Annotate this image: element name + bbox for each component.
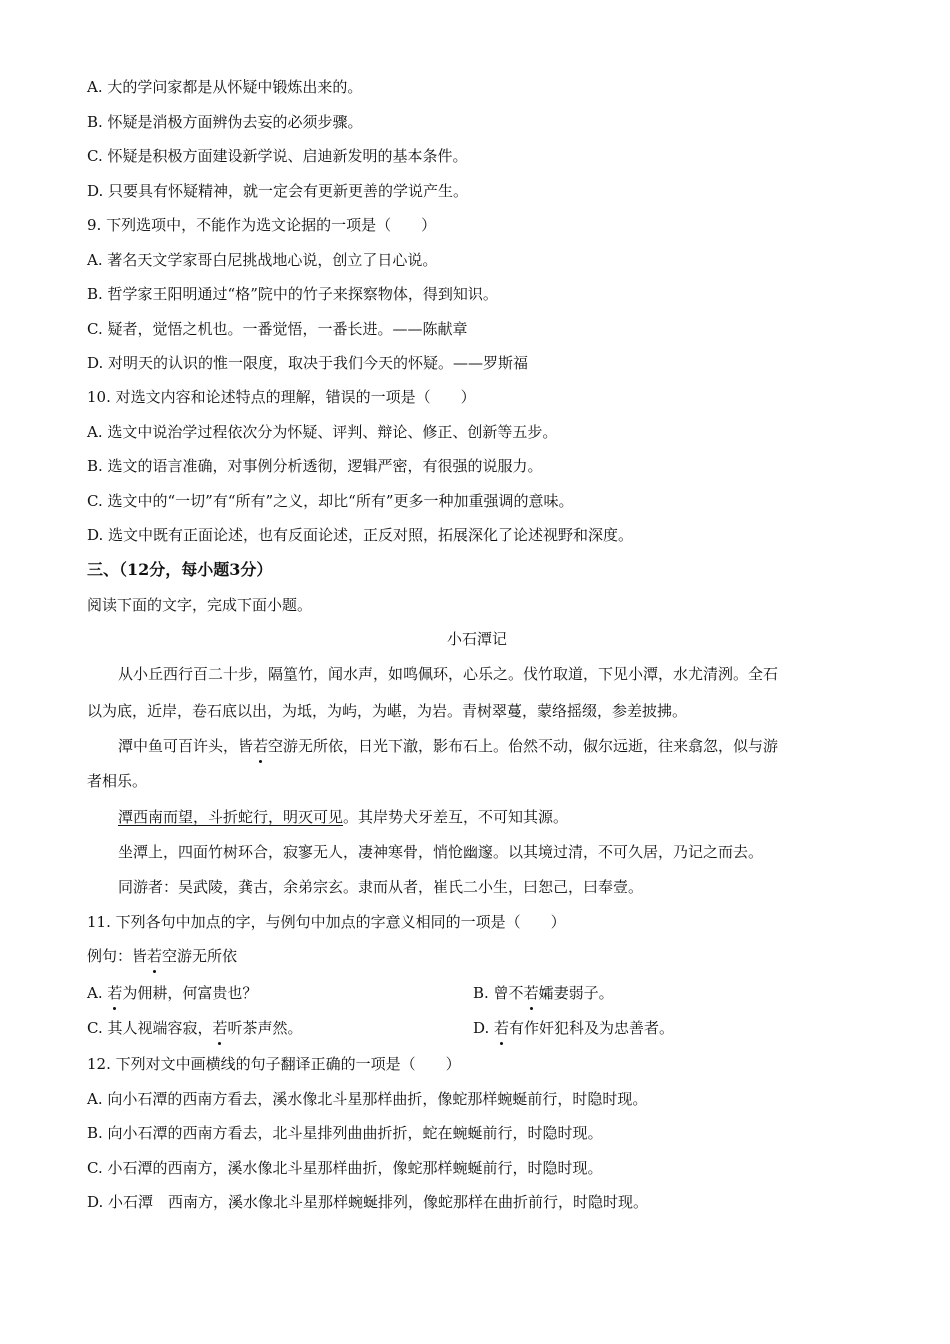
q10-option-d: D. 选文中既有正面论述，也有反面论述，正反对照，拓展深化了论述视野和深度。 [87,526,634,544]
passage-p1-line2: 以为底，近岸，卷石底以出，为坻，为屿，为嵁，为岩。青树翠蔓，蒙络摇缀，参差披拂。 [87,702,688,720]
q9-option-c: C. 疑者，觉悟之机也。一番觉悟，一番长进。——陈献章 [87,320,468,338]
q10-option-c: C. 选文中的“一切”有“所有”之义，却比“所有”更多一种加重强调的意味。 [87,492,574,510]
q11-option-b [473,982,614,1004]
q12-option-a: A. 向小石潭的西南方看去，溪水像北斗星那样曲折，像蛇那样蜿蜒前行，时隐时现。 [87,1090,648,1108]
passage-p2-line1 [118,735,898,757]
q12-stem: 12. 下列对文中画横线的句子翻译正确的一项是（ ） [87,1055,461,1073]
q11-example [87,945,867,967]
b-post: 孀妻弱子。 [538,984,614,1002]
q8-option-b: B. 怀疑是消极方面辨伪去妄的必须步骤。 [87,113,363,131]
q11-options-row2 [87,1017,867,1039]
a-pre: A. [87,984,108,1002]
q12-option-d: D. 小石潭 西南方，溪水像北斗星那样蜿蜒排列，像蛇那样在曲折前行，时隐时现。 [87,1193,649,1211]
b-pre: B. 曾不 [473,984,524,1002]
dotted-char: 若 [523,984,539,1002]
d-post: 有作奸犯科及为忠善者。 [509,1019,675,1037]
q11-option-d [473,1017,674,1039]
q9-option-a: A. 著名天文学家哥白尼挑战地心说，创立了日心说。 [87,251,438,269]
dotted-char: 若 [212,1019,228,1037]
p2-after: 空游无所依，日光下澈，影布石上。佁然不动，俶尔远逝，往来翕忽，似与游 [268,737,779,755]
underlined-sentence: 潭西南而望，斗折蛇行，明灭可见 [118,808,344,826]
c-post: 听茶声然。 [227,1019,303,1037]
passage-p3 [118,806,898,828]
q11-option-c [87,1019,303,1037]
dotted-char: 若 [147,947,163,965]
c-pre: C. 其人视端容寂， [87,1019,213,1037]
q9-option-b: B. 哲学家王阳明通过“格”院中的竹子来探察物体，得到知识。 [87,285,498,303]
q10-option-b: B. 选文的语言准确，对事例分析透彻，逻辑严密，有很强的说服力。 [87,457,543,475]
example-before: 例句：皆 [87,947,148,965]
section-instruction: 阅读下面的文字，完成下面小题。 [87,596,313,614]
dotted-char: 若 [253,737,269,755]
d-pre: D. [473,1019,495,1037]
q11-stem: 11. 下列各句中加点的字，与例句中加点的字意义相同的一项是（ ） [87,913,566,931]
p2-before: 潭中鱼可百许头，皆 [118,737,254,755]
passage-p1-line1: 从小丘西行百二十步，隔篁竹，闻水声，如鸣佩环，心乐之。伐竹取道，下见小潭，水尤清洌。全石 [118,665,779,683]
q11-option-a [87,984,257,1002]
dotted-char: 若 [494,1019,510,1037]
passage-p4: 坐潭上，四面竹树环合，寂寥无人，凄神寒骨，悄怆幽邃。以其境过清，不可久居，乃记之而去。 [118,843,764,861]
q8-option-a: A. 大的学问家都是从怀疑中锻炼出来的。 [87,78,363,96]
q8-option-d: D. 只要具有怀疑精神，就一定会有更新更善的学说产生。 [87,182,469,200]
q9-stem: 9. 下列选项中，不能作为选文论据的一项是（ ） [87,216,437,234]
q9-option-d: D. 对明天的认识的惟一限度，取决于我们今天的怀疑。——罗斯福 [87,354,529,372]
passage-p2-line2: 者相乐。 [87,772,148,790]
passage-p5: 同游者：吴武陵，龚古，余弟宗玄。隶而从者，崔氏二小生，曰恕己，曰奉壹。 [118,878,644,896]
q10-option-a: A. 选文中说治学过程依次分为怀疑、评判、辩论、修正、创新等五步。 [87,423,558,441]
dotted-char: 若 [107,984,123,1002]
q10-stem: 10. 对选文内容和论述特点的理解，错误的一项是（ ） [87,388,476,406]
q8-option-c: C. 怀疑是积极方面建设新学说、启迪新发明的基本条件。 [87,147,468,165]
q12-option-b: B. 向小石潭的西南方看去，北斗星排列曲曲折折，蛇在蜿蜒前行，时隐时现。 [87,1124,603,1142]
q12-option-c: C. 小石潭的西南方，溪水像北斗星那样曲折，像蛇那样蜿蜒前行，时隐时现。 [87,1159,603,1177]
p3-rest: 。其岸势犬牙差互，不可知其源。 [343,808,569,826]
passage-title: 小石潭记 [446,630,507,648]
q11-options-row1 [87,982,867,1004]
section-heading: 三、（12分，每小题3分） [87,560,273,579]
example-after: 空游无所依 [162,947,238,965]
a-post: 为佣耕，何富贵也？ [122,984,258,1002]
